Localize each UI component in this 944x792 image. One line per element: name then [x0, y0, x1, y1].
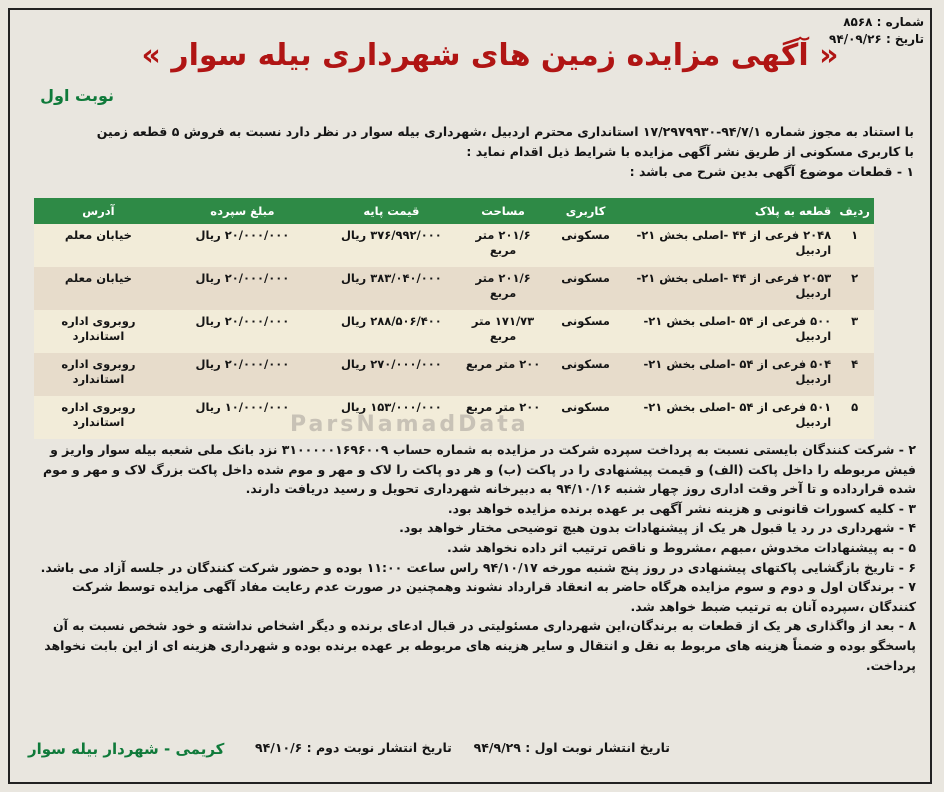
cell-row-number: ۱ [835, 224, 874, 267]
cell-deposit: ۲۰/۰۰۰/۰۰۰ ریال [163, 310, 322, 353]
intro-line: با کاربری مسکونی از طریق نشر آگهی مزایده با شرایط ذیل اقدام نماید : [466, 144, 914, 159]
cell-row-number: ۲ [835, 267, 874, 310]
header-base-price: قیمت پایه [322, 198, 461, 224]
cell-plot: ۵۰۴ فرعی از ۵۴ -اصلی بخش ۲۱- اردبیل [626, 353, 835, 396]
condition-item: ۵ - به پیشنهادات مخدوش ،مبهم ،مشروط و ناقص ترتیب اثر داده نخواهد شد. [447, 539, 916, 555]
cell-base-price: ۳۸۳/۰۴۰/۰۰۰ ریال [322, 267, 461, 310]
cell-usage: مسکونی [545, 396, 626, 439]
cell-base-price: ۱۵۳/۰۰۰/۰۰۰ ریال [322, 396, 461, 439]
cell-plot: ۵۰۱ فرعی از ۵۴ -اصلی بخش ۲۱- اردبیل [626, 396, 835, 439]
cell-base-price: ۲۸۸/۵۰۶/۴۰۰ ریال [322, 310, 461, 353]
condition-item: ۶ - تاریخ بازگشایی پاکتهای پیشنهادی در روز پنج شنبه مورخه ۹۴/۱۰/۱۷ راس ساعت ۱۱:۰۰ بوده و حضور شرکت کنندگان در جلسه آزاد می باشد. [40, 559, 916, 575]
cell-plot: ۵۰۰ فرعی از ۵۴ -اصلی بخش ۲۱- اردبیل [626, 310, 835, 353]
table-row [34, 267, 874, 310]
mayor-signature: کریمی - شهردار بیله سوار [28, 740, 225, 758]
cell-row-number: ۴ [835, 353, 874, 396]
cell-area: ۲۰۰ متر مربع [461, 353, 546, 396]
cell-deposit: ۲۰/۰۰۰/۰۰۰ ریال [163, 353, 322, 396]
cell-usage: مسکونی [545, 224, 626, 267]
cell-address: روبروی اداره استاندارد [34, 353, 163, 396]
table-row [34, 224, 874, 267]
condition-item: ۳ - کلیه کسورات قانونی و هزینه نشر آگهی بر عهده برنده مزایده خواهد بود. [447, 500, 916, 516]
conditions-list [26, 440, 916, 675]
intro-line: با استناد به مجوز شماره ۹۴/۷/۱-۱۷/۲۹۷۹۹۳۰ استانداری محترم اردبیل ،شهرداری بیله سوار در نظر دارد نسبت به فروش ۵ قطعه زمین [96, 124, 914, 139]
cell-area: ۲۰۰ متر مربع [461, 396, 546, 439]
cell-plot: ۲۰۴۸ فرعی از ۴۴ -اصلی بخش ۲۱- اردبیل [626, 224, 835, 267]
header-deposit: مبلغ سپرده [163, 198, 322, 224]
cell-plot: ۲۰۵۳ فرعی از ۴۴ -اصلی بخش ۲۱- اردبیل [626, 267, 835, 310]
lots-table [34, 198, 874, 439]
cell-address: خیابان معلم [34, 267, 163, 310]
table-header-row [34, 198, 874, 224]
first-publish-date: تاریخ انتشار نوبت اول : ۹۴/۹/۲۹ [473, 740, 670, 755]
condition-item: ۸ - بعد از واگذاری هر یک از قطعات به برندگان،این شهرداری مسئولیتی در قبال ادعای برنده و دیگر اشخاص نداشته و خود شخص نسبت به آن پاسخگو بوده و ضمناً هزینه های مربوط به نقل و انتقال و سایر هزینه های مربوطه بر عهده برنده بوده و شهرداری هزینه ای از این بابت نخواهد پرداخت. [44, 618, 916, 673]
reference-date: تاریخ : ۹۴/۰۹/۲۶ [829, 32, 924, 46]
cell-base-price: ۳۷۶/۹۹۲/۰۰۰ ریال [322, 224, 461, 267]
header-usage: کاربری [545, 198, 626, 224]
table-row [34, 310, 874, 353]
condition-item: ۴ - شهرداری در رد یا قبول هر یک از پیشنهادات بدون هیچ توضیحی مختار خواهد بود. [399, 520, 916, 536]
cell-usage: مسکونی [545, 310, 626, 353]
cell-address: روبروی اداره استاندارد [34, 310, 163, 353]
table-row [34, 353, 874, 396]
cell-address: روبروی اداره استاندارد [34, 396, 163, 439]
condition-item: ۲ - شرکت کنندگان بایستی نسبت به پرداخت سپرده شرکت در مزایده به شماره حساب ۳۱۰۰۰۰۰۱۶۹۶۰۰۹ نزد بانک ملی شعبه بیله سوار واریز و فیش مربوطه را داخل پاکت (الف) و قیمت پیشنهادی را در پاکت (ب) و هر دو پاکت را لاک و مهر و موم شده داخل پاکت بزرگ لاک و مهر و موم شده قرارداده و تا آخر وقت اداری روز چهار شنبه ۹۴/۱۰/۱۶ به دبیرخانه شهرداری تحویل و رسید دریافت دارند. [42, 442, 916, 497]
cell-area: ۲۰۱/۶ متر مربع [461, 224, 546, 267]
cell-area: ۲۰۱/۶ متر مربع [461, 267, 546, 310]
intro-line: ۱ - قطعات موضوع آگهی بدین شرح می باشد : [629, 164, 914, 179]
second-publish-date: تاریخ انتشار نوبت دوم : ۹۴/۱۰/۶ [255, 740, 452, 755]
header-row-number: ردیف [835, 198, 874, 224]
cell-usage: مسکونی [545, 267, 626, 310]
cell-row-number: ۳ [835, 310, 874, 353]
condition-item: ۷ - برندگان اول و دوم و سوم مزایده هرگاه حاضر به انعقاد قرارداد نشوند وهمچنین در صورت عدم رعایت مفاد آگهی مزایده توسط شرکت کنندگان ،سپرده آنان به ترتیب ضبط خواهد شد. [72, 579, 916, 614]
publication-round: نوبت اول [40, 86, 114, 105]
cell-deposit: ۲۰/۰۰۰/۰۰۰ ریال [163, 224, 322, 267]
header-area: مساحت [461, 198, 546, 224]
cell-address: خیابان معلم [34, 224, 163, 267]
cell-row-number: ۵ [835, 396, 874, 439]
publication-dates [250, 738, 670, 758]
header-address: آدرس [34, 198, 163, 224]
cell-deposit: ۲۰/۰۰۰/۰۰۰ ریال [163, 267, 322, 310]
intro-paragraph [34, 122, 914, 182]
cell-base-price: ۲۷۰/۰۰۰/۰۰۰ ریال [322, 353, 461, 396]
cell-area: ۱۷۱/۷۳ متر مربع [461, 310, 546, 353]
page-title: « آگهی مزایده زمین های شهرداری بیله سوار » [141, 38, 839, 73]
header-plot: قطعه به پلاک [626, 198, 835, 224]
cell-usage: مسکونی [545, 353, 626, 396]
cell-deposit: ۱۰/۰۰۰/۰۰۰ ریال [163, 396, 322, 439]
watermark-text: ParsNamadData [290, 412, 529, 437]
reference-number: شماره : ۸۵۶۸ [843, 15, 924, 29]
